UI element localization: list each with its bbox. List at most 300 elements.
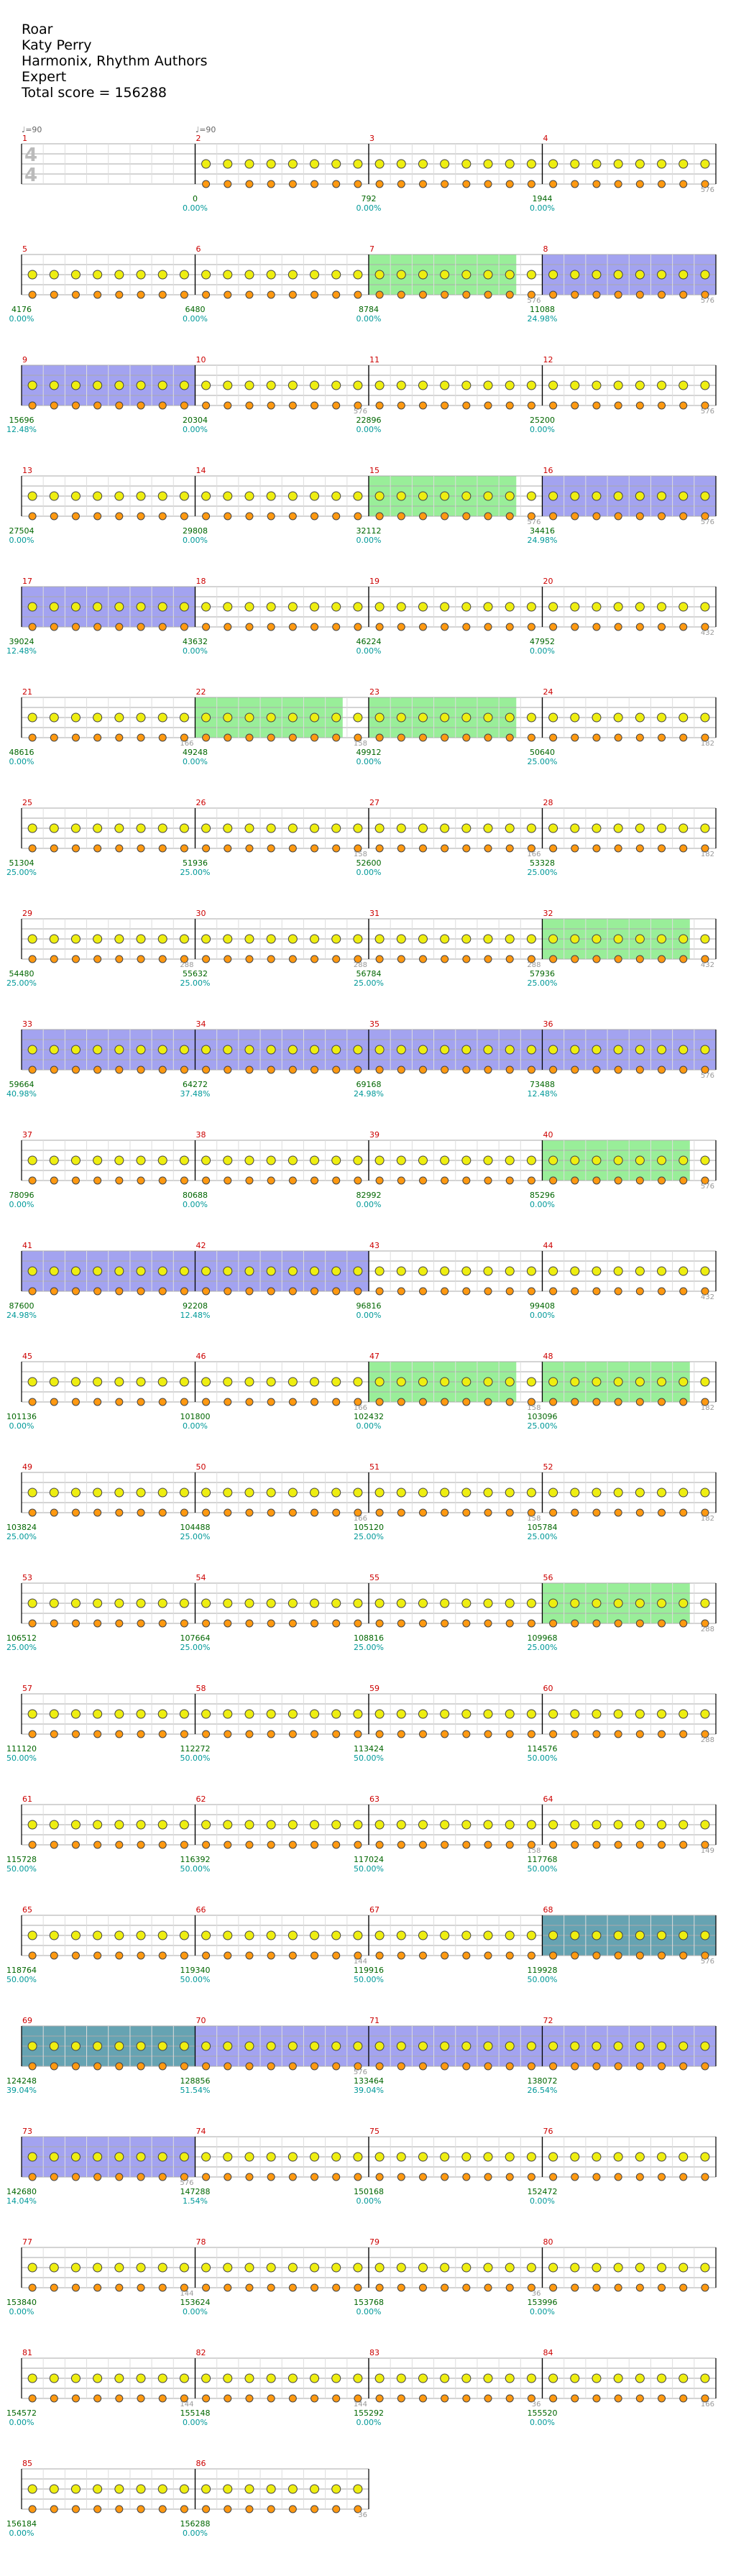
- note-gem: [289, 623, 296, 631]
- measure-percent: 25.00%: [6, 1643, 37, 1652]
- note-gem: [418, 2042, 427, 2050]
- measure-10: [183, 355, 369, 434]
- note-gem: [71, 824, 80, 833]
- note-gem: [137, 270, 145, 279]
- measure-percent: 50.00%: [354, 1754, 384, 1763]
- note-gem: [679, 270, 688, 279]
- note-gem: [288, 1820, 297, 1829]
- note-gem: [680, 513, 687, 520]
- note-gem: [397, 1820, 405, 1829]
- note-gem: [354, 1488, 362, 1497]
- measure-percent: 51.54%: [180, 2086, 211, 2095]
- note-gem: [615, 2395, 622, 2402]
- note-gem: [332, 2374, 341, 2383]
- measure-number: 83: [369, 2348, 380, 2357]
- note-gem: [635, 270, 644, 279]
- note-gem: [506, 2173, 513, 2181]
- measure-percent: 25.00%: [527, 757, 558, 766]
- note-gem: [289, 955, 296, 963]
- note-gem: [354, 1378, 362, 1386]
- measure-28: [528, 798, 716, 877]
- note-gem: [679, 824, 688, 833]
- note-count: 166: [527, 851, 541, 858]
- note-gem: [311, 1509, 318, 1516]
- note-gem: [159, 1066, 166, 1073]
- note-gem: [680, 623, 687, 631]
- note-gem: [354, 492, 362, 500]
- note-gem: [224, 845, 231, 852]
- measure-number: 76: [543, 2127, 553, 2136]
- note-gem: [527, 1045, 535, 1054]
- measure-percent: 50.00%: [354, 1864, 384, 1874]
- measure-75: [354, 2127, 543, 2206]
- note-gem: [658, 2042, 666, 2050]
- measure-number: 46: [196, 1352, 206, 1361]
- measure-percent: 25.00%: [527, 1532, 558, 1541]
- note-gem: [72, 955, 79, 963]
- note-gem: [203, 1620, 210, 1627]
- measure-score: 104488: [180, 1523, 211, 1532]
- note-gem: [527, 713, 535, 722]
- measure-22: [183, 687, 369, 766]
- note-gem: [441, 955, 448, 963]
- note-gem: [310, 2153, 319, 2161]
- note-gem: [267, 623, 275, 631]
- note-gem: [658, 1045, 666, 1054]
- measure-percent: 25.00%: [180, 1532, 211, 1541]
- note-gem: [311, 2506, 318, 2513]
- note-gem: [203, 845, 210, 852]
- note-gem: [267, 1267, 275, 1275]
- note-gem: [29, 1288, 36, 1295]
- measure-percent: 0.00%: [183, 1421, 208, 1431]
- note-gem: [310, 160, 319, 168]
- measure-percent: 25.00%: [6, 1532, 37, 1541]
- note-gem: [658, 180, 666, 188]
- note-gem: [376, 734, 383, 741]
- note-gem: [680, 1620, 687, 1627]
- note-gem: [397, 2284, 405, 2291]
- note-gem: [159, 2395, 166, 2402]
- note-gem: [593, 1509, 600, 1516]
- note-gem: [615, 1288, 622, 1295]
- measure-score: 49912: [356, 748, 382, 757]
- note-gem: [701, 2153, 709, 2161]
- measure-score: 6480: [185, 305, 206, 314]
- note-gem: [484, 2153, 492, 2161]
- measure-score: 150168: [354, 2187, 384, 2196]
- note-gem: [29, 2506, 36, 2513]
- note-gem: [202, 381, 211, 390]
- note-gem: [159, 1731, 166, 1738]
- note-gem: [72, 1841, 79, 1848]
- note-gem: [333, 1731, 340, 1738]
- note-gem: [419, 2063, 426, 2070]
- note-gem: [93, 602, 102, 611]
- note-gem: [310, 824, 319, 833]
- note-gem: [463, 845, 470, 852]
- note-gem: [137, 955, 144, 963]
- note-gem: [267, 1620, 275, 1627]
- note-gem: [658, 935, 666, 943]
- note-gem: [658, 291, 666, 298]
- note-gem: [29, 513, 36, 520]
- note-gem: [180, 1267, 188, 1275]
- measure-percent: 50.00%: [180, 1975, 211, 1984]
- note-gem: [635, 160, 644, 168]
- note-gem: [180, 1620, 188, 1627]
- note-gem: [658, 2263, 666, 2272]
- measure-score: 101800: [180, 1412, 211, 1421]
- measure-score: 792: [361, 194, 377, 203]
- measure-number: 2: [196, 134, 201, 143]
- measure-number: 56: [543, 1573, 553, 1582]
- note-gem: [658, 1509, 666, 1516]
- note-gem: [441, 935, 449, 943]
- note-gem: [29, 734, 36, 741]
- note-gem: [375, 270, 384, 279]
- note-gem: [615, 2063, 622, 2070]
- note-gem: [115, 2263, 124, 2272]
- note-gem: [246, 1620, 253, 1627]
- note-gem: [419, 845, 426, 852]
- note-gem: [635, 935, 644, 943]
- note-gem: [658, 1731, 666, 1738]
- measure-percent: 12.48%: [6, 646, 37, 656]
- tempo-mark: ♩=90: [196, 125, 216, 134]
- note-gem: [224, 2485, 232, 2493]
- note-gem: [484, 1841, 492, 1848]
- measure-score: 111120: [6, 1744, 37, 1754]
- note-gem: [333, 1288, 340, 1295]
- note-gem: [571, 2395, 579, 2402]
- note-gem: [484, 513, 492, 520]
- note-gem: [180, 1398, 188, 1406]
- note-gem: [267, 270, 275, 279]
- note-gem: [158, 270, 167, 279]
- note-gem: [463, 1731, 470, 1738]
- note-gem: [592, 713, 601, 722]
- note-gem: [571, 2153, 579, 2161]
- note-gem: [680, 1731, 687, 1738]
- measure-percent: 0.00%: [183, 2418, 208, 2427]
- measure-percent: 0.00%: [356, 1421, 382, 1431]
- note-gem: [158, 1599, 167, 1608]
- note-gem: [116, 1509, 123, 1516]
- note-gem: [94, 2284, 101, 2291]
- note-gem: [375, 381, 384, 390]
- note-gem: [463, 1841, 470, 1848]
- note-gem: [701, 2042, 709, 2050]
- note-gem: [50, 1045, 58, 1054]
- measure-score: 138072: [527, 2076, 558, 2086]
- note-gem: [71, 2374, 80, 2383]
- note-gem: [614, 160, 622, 168]
- note-gem: [137, 1509, 144, 1516]
- note-gem: [636, 1288, 643, 1295]
- note-gem: [50, 492, 58, 500]
- note-gem: [397, 935, 405, 943]
- note-gem: [463, 1177, 470, 1184]
- note-gem: [376, 513, 383, 520]
- measure-number: 28: [543, 798, 553, 807]
- note-gem: [549, 1599, 558, 1608]
- measure-percent: 1.54%: [183, 2196, 208, 2206]
- note-gem: [397, 1931, 405, 1940]
- note-gem: [289, 1731, 296, 1738]
- note-gem: [267, 2506, 275, 2513]
- note-gem: [635, 1267, 644, 1275]
- note-gem: [202, 824, 211, 833]
- note-gem: [592, 824, 601, 833]
- note-count: 182: [700, 851, 714, 858]
- note-count: 158: [527, 1404, 541, 1412]
- note-gem: [71, 2263, 80, 2272]
- note-gem: [354, 2153, 362, 2161]
- note-gem: [527, 1378, 535, 1386]
- note-gem: [462, 1045, 471, 1054]
- note-gem: [245, 1156, 254, 1165]
- note-gem: [311, 2284, 318, 2291]
- note-gem: [571, 180, 579, 188]
- note-gem: [288, 381, 297, 390]
- note-gem: [289, 513, 296, 520]
- note-gem: [679, 1820, 688, 1829]
- note-gem: [397, 2063, 405, 2070]
- note-gem: [658, 1177, 666, 1184]
- note-count: 36: [531, 2290, 541, 2298]
- note-gem: [506, 291, 513, 298]
- note-gem: [658, 824, 666, 833]
- measure-9: [6, 355, 195, 434]
- note-gem: [441, 824, 449, 833]
- measure-score: 103824: [6, 1523, 37, 1532]
- note-gem: [418, 824, 427, 833]
- measure-percent: 24.98%: [6, 1311, 37, 1320]
- note-gem: [418, 1378, 427, 1386]
- note-gem: [701, 1045, 709, 1054]
- note-gem: [419, 1177, 426, 1184]
- note-gem: [354, 513, 362, 520]
- measure-number: 59: [369, 1684, 380, 1693]
- note-gem: [658, 2374, 666, 2383]
- note-gem: [376, 2284, 383, 2291]
- note-gem: [50, 1156, 58, 1165]
- measure-score: 1944: [532, 194, 553, 203]
- measure-score: 152472: [527, 2187, 558, 2196]
- note-gem: [527, 492, 535, 500]
- note-gem: [224, 713, 232, 722]
- note-gem: [462, 1710, 471, 1718]
- note-gem: [354, 602, 362, 611]
- measure-number: 7: [369, 244, 374, 254]
- note-gem: [463, 1509, 470, 1516]
- note-gem: [463, 734, 470, 741]
- measure-percent: 0.00%: [356, 646, 382, 656]
- note-gem: [202, 1599, 211, 1608]
- note-gem: [245, 1267, 254, 1275]
- note-gem: [311, 180, 318, 188]
- note-gem: [635, 1488, 644, 1497]
- note-gem: [115, 1378, 124, 1386]
- measure-score: 101136: [6, 1412, 37, 1421]
- note-gem: [28, 713, 37, 722]
- note-gem: [397, 492, 405, 500]
- note-gem: [571, 1045, 579, 1054]
- measure-17: [6, 577, 195, 656]
- note-gem: [658, 1066, 666, 1073]
- note-gem: [462, 713, 471, 722]
- note-gem: [71, 1156, 80, 1165]
- note-gem: [528, 1066, 535, 1073]
- measure-score: 112272: [180, 1744, 211, 1754]
- note-gem: [658, 1378, 666, 1386]
- note-gem: [549, 381, 558, 390]
- note-gem: [658, 1288, 666, 1295]
- note-gem: [72, 623, 79, 631]
- note-gem: [484, 1177, 492, 1184]
- note-gem: [94, 1620, 101, 1627]
- note-gem: [50, 2173, 58, 2181]
- note-gem: [550, 2284, 557, 2291]
- note-gem: [571, 955, 579, 963]
- note-gem: [180, 381, 188, 390]
- measure-62: [180, 1795, 369, 1874]
- measure-85: [6, 2459, 196, 2538]
- note-gem: [137, 1045, 145, 1054]
- note-gem: [137, 713, 145, 722]
- measure-percent: 0.00%: [356, 1311, 382, 1320]
- note-gem: [288, 2042, 297, 2050]
- measure-percent: 12.48%: [527, 1089, 558, 1099]
- note-gem: [635, 492, 644, 500]
- measure-number: 33: [22, 1019, 32, 1029]
- note-gem: [180, 713, 188, 722]
- note-gem: [267, 1731, 275, 1738]
- note-gem: [418, 1599, 427, 1608]
- note-gem: [614, 492, 622, 500]
- note-gem: [310, 1710, 319, 1718]
- note-gem: [224, 291, 231, 298]
- note-gem: [484, 1710, 492, 1718]
- measure-number: 71: [369, 2016, 380, 2025]
- note-gem: [418, 492, 427, 500]
- note-gem: [636, 734, 643, 741]
- note-gem: [505, 160, 514, 168]
- note-gem: [484, 1952, 492, 1959]
- measure-score: 85296: [530, 1191, 555, 1200]
- note-gem: [332, 1378, 341, 1386]
- note-gem: [203, 180, 210, 188]
- note-gem: [267, 955, 275, 963]
- note-gem: [680, 402, 687, 409]
- note-gem: [137, 513, 144, 520]
- measure-37: [9, 1130, 196, 1209]
- measure-number: 73: [22, 2127, 32, 2136]
- note-gem: [441, 1509, 448, 1516]
- note-gem: [463, 402, 470, 409]
- note-gem: [159, 1288, 166, 1295]
- note-gem: [158, 2042, 167, 2050]
- note-gem: [310, 1267, 319, 1275]
- note-gem: [332, 1267, 341, 1275]
- note-gem: [441, 160, 449, 168]
- note-gem: [224, 2063, 231, 2070]
- measure-score: 8784: [359, 305, 379, 314]
- note-gem: [72, 513, 79, 520]
- note-gem: [441, 1710, 449, 1718]
- note-gem: [115, 270, 124, 279]
- note-gem: [680, 180, 687, 188]
- note-gem: [418, 713, 427, 722]
- note-gem: [224, 2042, 232, 2050]
- note-gem: [116, 1288, 123, 1295]
- note-gem: [484, 2374, 492, 2383]
- note-gem: [593, 955, 600, 963]
- measure-percent: 24.98%: [354, 1089, 384, 1099]
- note-gem: [354, 1820, 362, 1829]
- note-gem: [332, 2153, 341, 2161]
- note-gem: [593, 402, 600, 409]
- note-gem: [527, 1267, 535, 1275]
- note-gem: [93, 1378, 102, 1386]
- note-gem: [94, 1398, 101, 1406]
- note-gem: [702, 2063, 709, 2070]
- note-gem: [592, 1267, 601, 1275]
- measure-score: 52600: [356, 858, 382, 868]
- note-gem: [463, 291, 470, 298]
- note-gem: [593, 1841, 600, 1848]
- note-gem: [635, 1931, 644, 1940]
- note-gem: [137, 2153, 145, 2161]
- note-gem: [245, 1710, 254, 1718]
- note-gem: [376, 1509, 383, 1516]
- note-gem: [505, 602, 514, 611]
- measure-49: [6, 1462, 196, 1541]
- note-gem: [484, 845, 492, 852]
- measure-percent: 0.00%: [356, 314, 382, 324]
- note-gem: [116, 955, 123, 963]
- note-gem: [50, 1952, 58, 1959]
- measure-number: 35: [369, 1019, 380, 1029]
- measure-46: [180, 1352, 369, 1431]
- note-gem: [397, 2153, 405, 2161]
- note-gem: [397, 1710, 405, 1718]
- note-gem: [506, 1841, 513, 1848]
- note-gem: [267, 1156, 275, 1165]
- note-gem: [375, 602, 384, 611]
- measure-5: [9, 244, 196, 324]
- note-gem: [116, 2506, 123, 2513]
- note-gem: [397, 2395, 405, 2402]
- note-gem: [571, 1710, 579, 1718]
- note-gem: [158, 1156, 167, 1165]
- note-gem: [333, 1620, 340, 1627]
- note-gem: [94, 2395, 101, 2402]
- note-gem: [615, 402, 622, 409]
- note-gem: [289, 402, 296, 409]
- measure-number: 44: [543, 1241, 553, 1250]
- note-gem: [354, 623, 362, 631]
- measure-percent: 50.00%: [6, 1754, 37, 1763]
- note-gem: [592, 1820, 601, 1829]
- note-gem: [484, 2395, 492, 2402]
- note-gem: [680, 2395, 687, 2402]
- note-gem: [93, 2485, 102, 2493]
- note-gem: [203, 1841, 210, 1848]
- note-gem: [484, 2173, 492, 2181]
- note-gem: [354, 1931, 362, 1940]
